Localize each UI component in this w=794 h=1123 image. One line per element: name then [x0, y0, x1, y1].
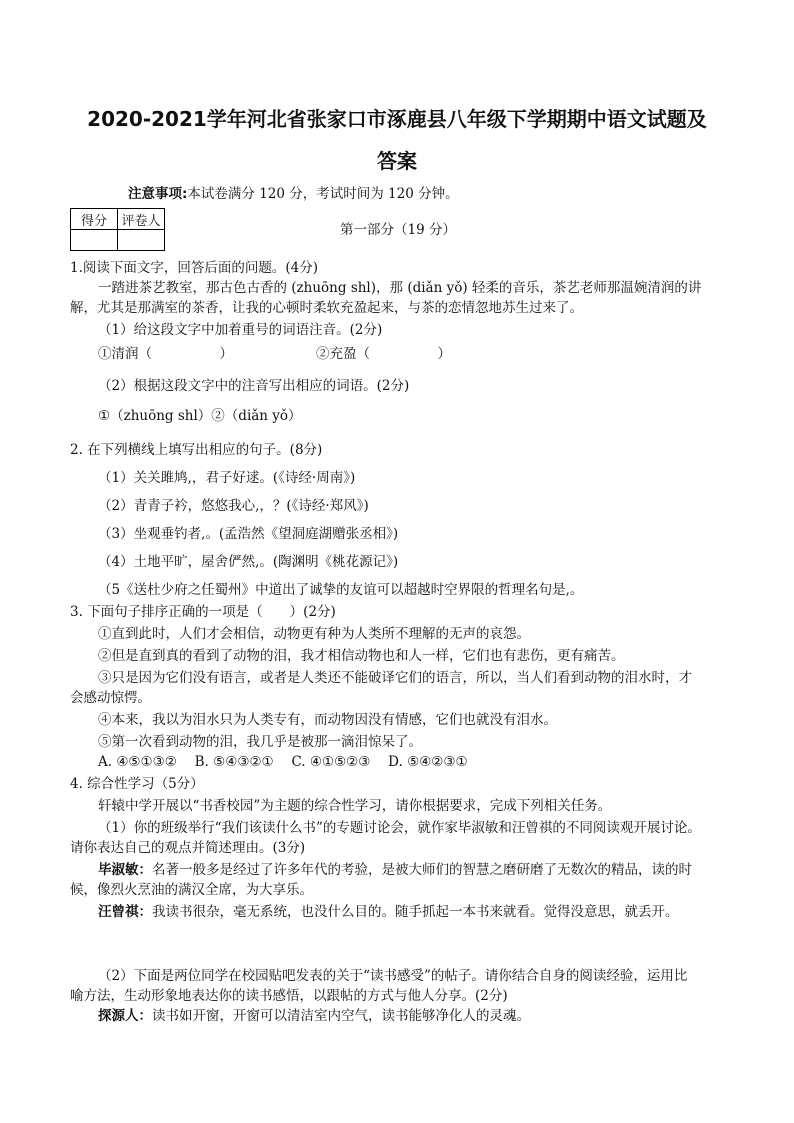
exam-title-line1: 2020-2021学年河北省张家口市涿鹿县八年级下学期期中语文试题及: [87, 107, 707, 131]
q4-intro: 轩辕中学开展以“书香校园”为主题的综合性学习，请你根据要求，完成下列相关任务。: [98, 798, 612, 814]
q1-blank-words[interactable]: ①（zhuōng shl）②（diǎn yǒ）: [98, 408, 302, 424]
q1-passage-line1: 一踏进茶艺教室，那古色古香的 (zhuōng shl)，那 (diǎn yǒ) 轻柔的音乐，茶艺老师那温婉清润的讲: [98, 280, 702, 296]
q4-wang-quote: [98, 902, 679, 922]
notice: [128, 184, 459, 204]
wang-speaker: 汪曾祺：: [98, 904, 152, 920]
q4-bi-quote-line1: [98, 860, 692, 880]
q3-option5: ⑤第一次看到动物的泪，我几乎是被那一滴泪惊呆了。: [98, 734, 422, 750]
score-table: [70, 208, 165, 251]
bi-speaker: 毕淑敏：: [98, 862, 152, 878]
q1-sub2: （2）根据这段文字中的注音写出相应的词语。(2分): [98, 378, 410, 394]
q4-sub1-line1: （1）你的班级举行“我们该读什么书”的专题讨论会，就作家毕淑敏和汪曾祺的不同阅读观开展讨论。: [98, 820, 701, 836]
q4-sub2-line1: （2）下面是两位同学在校园贴吧发表的关于“读书感受”的帖子。请你结合自身的阅读经验，运用比: [98, 968, 688, 984]
score-cell[interactable]: [71, 230, 118, 251]
q4-sub1-line2: 请你表达自己的观点并简述理由。(3分): [70, 840, 306, 856]
q4-sub2-line2: 喻方法，生动形象地表达你的读书感悟，以跟帖的方式与他人分享。(2分): [70, 988, 508, 1004]
q2-line3: （3）坐观垂钓者,。(孟浩然《望洞庭湖赠张丞相》): [98, 526, 399, 542]
q2-line5: （5《送杜少府之任蜀州》中道出了诚挚的友谊可以超越时空界限的哲理名句是,。: [98, 582, 584, 598]
q3-option3-line1: ③只是因为它们没有语言，或者是人类还不能破译它们的语言，所以，当人们看到动物的泪水时，才: [98, 670, 692, 686]
notice-text: 本试卷满分 120 分，考试时间为 120 分钟。: [187, 186, 459, 202]
grader-header: 评卷人: [118, 209, 165, 230]
exam-title-line2: 答案: [377, 149, 417, 173]
q3-option2: ②但是直到真的看到了动物的泪，我才相信动物也和人一样，它们也有悲伤，更有痛苦。: [98, 648, 625, 664]
q1-heading: 1.阅读下面文字，回答后面的问题。(4分): [70, 260, 319, 276]
q4-tan-post: [98, 1006, 530, 1026]
q4-bi-quote-line2: 候，像烈火烹油的满汉全席，为大享乐。: [70, 882, 313, 898]
part-heading: 第一部分（19 分）: [340, 222, 456, 238]
q1-blank-chongying[interactable]: ②充盈（ ）: [316, 346, 451, 362]
q1-passage-line2: 解，尤其是那满室的茶香，让我的心顿时柔软充盈起来，与茶的恋情忽地苏生过来了。: [70, 300, 583, 316]
q2-heading: 2. 在下列横线上填写出相应的句子。(8分): [70, 442, 323, 458]
q4-heading: 4. 综合性学习（5分）: [70, 776, 204, 792]
q1-sub1: （1）给这段文字中加着重号的词语注音。(2分): [98, 322, 383, 338]
q3-option1: ①直到此时，人们才会相信，动物更有种为人类所不理解的无声的哀怨。: [98, 626, 530, 642]
q3-choices[interactable]: A. ④⑤①③② B. ⑤④③②① C. ④①⑤②③ D. ⑤④②③①: [98, 754, 468, 770]
q3-option3-line2: 会感动惊愕。: [70, 690, 151, 706]
tan-post-text: 读书如开窗，开窗可以清洁室内空气，读书能够净化人的灵魂。: [152, 1008, 530, 1024]
q2-line1: （1）关关雎鸠,，君子好逑。(《诗经·周南》): [98, 470, 356, 486]
tan-speaker: 探源人：: [98, 1008, 152, 1024]
wang-quote-text: 我读书很杂，毫无系统，也没什么目的。随手抓起一本书来就看。觉得没意思，就丢开。: [152, 904, 679, 920]
bi-quote-text: 名著一般多是经过了许多年代的考验，是被大师们的智慧之磨研磨了无数次的精品，读的时: [152, 862, 692, 878]
q3-heading: 3. 下面句子排序正确的一项是（ ）(2分): [70, 604, 336, 620]
q3-option4: ④本来，我以为泪水只为人类专有，而动物因没有情感，它们也就没有泪水。: [98, 712, 557, 728]
grader-cell[interactable]: [118, 230, 165, 251]
q4-answer-space[interactable]: [70, 924, 724, 960]
notice-label: 注意事项:: [128, 186, 188, 202]
q1-blank-qingrun[interactable]: ①清润（ ）: [98, 346, 233, 362]
score-header: 得分: [71, 209, 118, 230]
q2-line2: （2）青青子衿，悠悠我心,，？(《诗经·郑风》): [98, 498, 369, 514]
q2-line4: （4）土地平旷，屋舍俨然,。(陶渊明《桃花源记》): [98, 554, 399, 570]
